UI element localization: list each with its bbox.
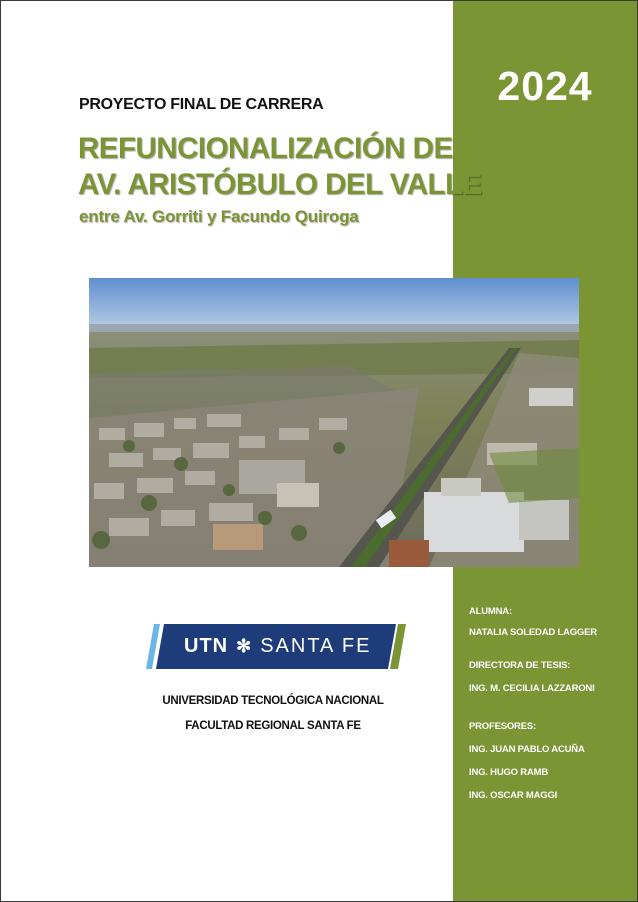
year-label: 2024 xyxy=(497,63,593,109)
project-subtitle: PROYECTO FINAL DE CARRERA xyxy=(79,96,324,113)
title-location: entre Av. Gorriti y Facundo Quiroga xyxy=(79,207,359,226)
university-name: UNIVERSIDAD TECNOLÓGICA NACIONAL xyxy=(162,695,384,707)
alumna-label: ALUMNA: xyxy=(469,606,512,617)
directora-name: ING. M. CECILIA LAZZARONI xyxy=(469,683,595,694)
logo-utn: UTN xyxy=(184,635,229,657)
aerial-photo xyxy=(89,278,579,567)
project-title xyxy=(78,131,482,203)
utn-santa-fe-logo xyxy=(146,624,406,669)
profesor-1: ING. JUAN PABLO ACUÑA xyxy=(469,744,585,755)
logo-city: SANTA FE xyxy=(260,635,372,657)
aerial-photo-illustration xyxy=(89,278,579,567)
logo-text xyxy=(184,635,371,658)
title-line-1: REFUNCIONALIZACIÓN DE xyxy=(78,132,453,165)
profesores-label: PROFESORES: xyxy=(469,721,536,732)
title-line-2: AV. ARISTÓBULO DEL VALLE xyxy=(78,168,482,201)
profesor-3: ING. OSCAR MAGGI xyxy=(469,790,558,801)
alumna-name: NATALIA SOLEDAD LAGGER xyxy=(469,627,597,638)
profesor-2: ING. HUGO RAMB xyxy=(469,767,549,778)
directora-label: DIRECTORA DE TESIS: xyxy=(469,660,571,671)
utn-star-icon: ✻ xyxy=(236,636,253,656)
faculty-name: FACULTAD REGIONAL SANTA FE xyxy=(185,720,361,732)
